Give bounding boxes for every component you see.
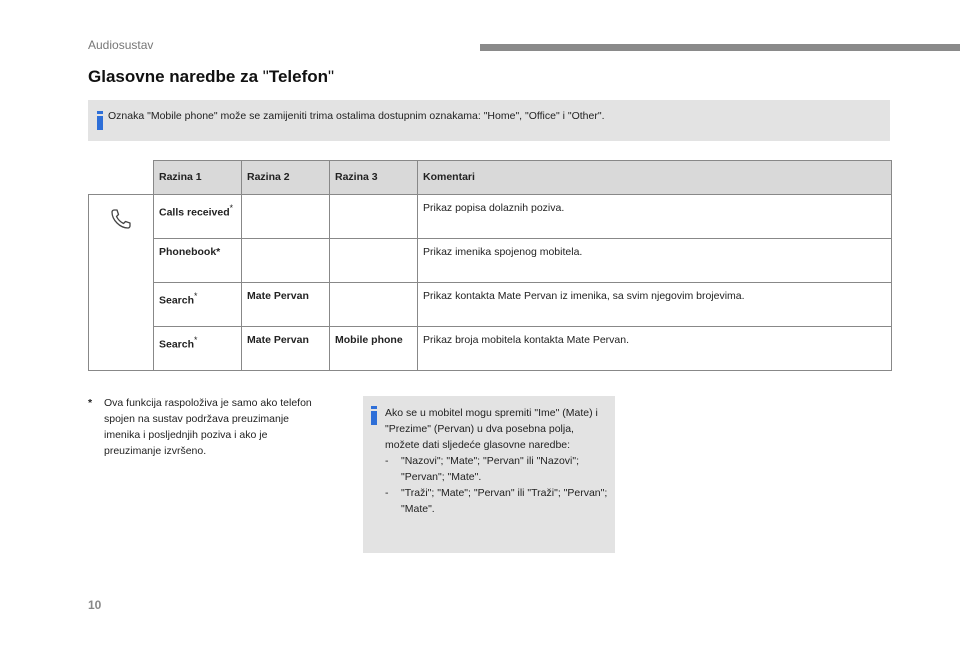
table-row bbox=[89, 239, 892, 283]
table-row bbox=[89, 195, 892, 239]
list-item: - "Traži"; "Mate"; "Pervan" ili "Traži"; "Pervan"; "Mate". bbox=[385, 487, 608, 515]
cell-comment: Prikaz popisa dolaznih poziva. bbox=[418, 195, 892, 239]
cell-level-2 bbox=[242, 239, 330, 283]
header-comments: Komentari bbox=[418, 161, 892, 195]
cell-level-1: Search* bbox=[154, 327, 242, 371]
phone-handset-icon bbox=[109, 207, 133, 231]
cell-comment: Prikaz imenika spojenog mobitela. bbox=[418, 239, 892, 283]
info-box-bottom bbox=[363, 396, 615, 553]
info-box-top bbox=[88, 100, 890, 141]
section-label: Audiosustav bbox=[88, 38, 154, 52]
title-quote-close: " bbox=[328, 67, 335, 86]
page-title bbox=[88, 67, 334, 87]
page-number: 10 bbox=[88, 598, 102, 612]
cell-level-2: Mate Pervan bbox=[242, 283, 330, 327]
cell-level-3: Mobile phone bbox=[330, 327, 418, 371]
voice-commands-table bbox=[88, 160, 892, 371]
icon-cell bbox=[89, 195, 154, 371]
cell-level-1: Calls received* bbox=[154, 195, 242, 239]
cell-level-3 bbox=[330, 283, 418, 327]
header-blank-cell bbox=[89, 161, 154, 195]
cell-level-1: Search* bbox=[154, 283, 242, 327]
header-bar bbox=[480, 44, 960, 51]
cell-level-3 bbox=[330, 239, 418, 283]
info-intro: Ako se u mobitel mogu spremiti "Ime" (Mate) i "Prezime" (Pervan) u dva posebna polja, možete dati sljedeće glasovne naredbe: bbox=[385, 407, 598, 451]
cell-level-2 bbox=[242, 195, 330, 239]
title-quote-open: " bbox=[262, 67, 269, 86]
cell-level-3 bbox=[330, 195, 418, 239]
title-word: Telefon bbox=[268, 67, 329, 86]
table-row bbox=[89, 327, 892, 371]
footnote-star: * bbox=[88, 397, 93, 409]
table-header-row bbox=[89, 161, 892, 195]
cell-comment: Prikaz broja mobitela kontakta Mate Pervan. bbox=[418, 327, 892, 371]
header-level-3: Razina 3 bbox=[330, 161, 418, 195]
info-text-top: Oznaka "Mobile phone" može se zamijeniti trima ostalima dostupnim oznakama: "Home", "Office" i "Other". bbox=[108, 110, 605, 122]
table-row bbox=[89, 283, 892, 327]
cell-level-2: Mate Pervan bbox=[242, 327, 330, 371]
header-level-2: Razina 2 bbox=[242, 161, 330, 195]
footnote-text: Ova funkcija raspoloživa je samo ako telefon spojen na sustav podržava preuzimanje imenika i posljednjih poziva i ako je preuzimanje izvršeno. bbox=[104, 397, 312, 457]
list-item: - "Nazovi"; "Mate"; "Pervan" ili "Nazovi"; "Pervan"; "Mate". bbox=[385, 455, 580, 483]
title-text: Glasovne naredbe za bbox=[88, 67, 263, 86]
cell-level-1: Phonebook* bbox=[154, 239, 242, 283]
cell-comment: Prikaz kontakta Mate Pervan iz imenika, sa svim njegovim brojevima. bbox=[418, 283, 892, 327]
header-level-1: Razina 1 bbox=[154, 161, 242, 195]
